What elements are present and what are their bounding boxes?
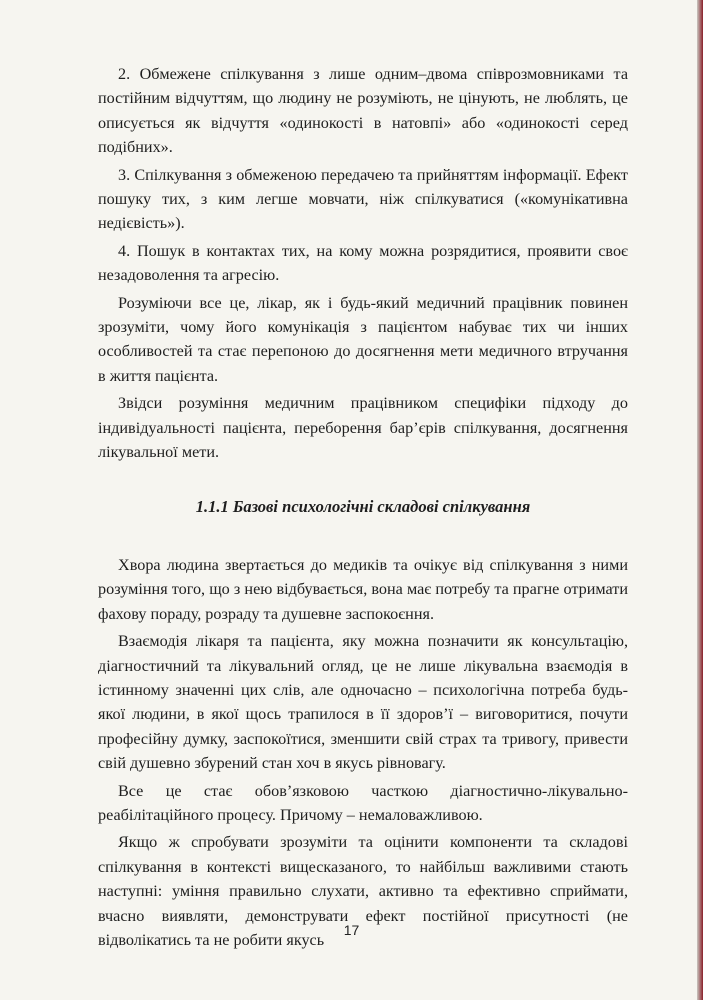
paragraph-text: 4. Пошук в контактах тих, на кому можна розрядитися, проявити своє незадоволення та агресію.: [98, 241, 628, 285]
paragraph-item-3: [98, 163, 628, 236]
paragraph-text: Звідси розуміння медичним працівником специфіки підходу до індивідуальності пацієнта, переборення бар’єрів спілкування, досягнення лікувальної мети.: [98, 394, 628, 462]
paragraph-text: 2. Обмежене спілкування з лише одним–двома співрозмовниками та постійним відчуттям, що людину не розуміють, не цінують, не люблять, це описується як відчуття «одинокості в натовпі» або «одинокості серед подібних».: [98, 65, 628, 157]
paragraph-process: [98, 779, 628, 828]
paragraph-conclusion: [98, 391, 628, 464]
section-heading: 1.1.1 Базові психологічні складові спілкування: [195, 496, 531, 516]
paragraph-item-2: [98, 62, 628, 160]
paragraph-text: Якщо ж спробувати зрозуміти та оцінити компоненти та складові спілкування в контексті вищесказаного, то найбільш важливими стають наступні: уміння правильно слухати, активно та ефективно сприймати, вчасно виявляти, демонструвати ефект постійної присутності (не відволікатись та не робити якусь: [98, 833, 628, 949]
paragraph-item-4: [98, 239, 628, 288]
paragraph-text: Все це стає обов’язковою часткою діагностично-лікувально-реабілітаційного процесу. Причому – немаловажливою.: [98, 781, 628, 824]
page-edge: [697, 0, 703, 1000]
paragraph-understanding: [98, 291, 628, 389]
paragraph-text: Хвора людина звертається до медиків та очікує від спілкування з ними розуміння того, що з нею відбувається, вона має потребу та прагне отримати фахову пораду, розраду та душевне заспокоєння.: [98, 555, 628, 623]
paragraph-text: Взаємодія лікаря та пацієнта, яку можна позначити як консультацію, діагностичний та лікувальний огляд, це не лише лікувальна взаємодія в істинному значенні цих слів, але одночасно – психологічна потреба будь-якої людини, в якої щось трапилося в її здоров’ї – виговоритися, почути професійну думку, заспокоїтися, зменшити свій страх та тривогу, привести свій душевно збурений стан хоч в якусь рівновагу.: [98, 632, 628, 773]
page-content: [98, 62, 628, 955]
paragraph-patient: [98, 553, 628, 626]
page-number: 17: [343, 922, 360, 938]
paragraph-text: Розуміючи все це, лікар, як і будь-який медичний працівник повинен зрозуміти, чому його комунікація з пацієнтом набуває тих чи інших особливостей та стає перепоною до досягнення мети медичного втручання в життя пацієнта.: [98, 293, 628, 385]
paragraph-interaction: [98, 629, 628, 775]
paragraph-text: 3. Спілкування з обмеженою передачею та прийняттям інформації. Ефект пошуку тих, з ким легше мовчати, ніж спілкуватися («комунікативна недієвість»).: [98, 165, 628, 233]
